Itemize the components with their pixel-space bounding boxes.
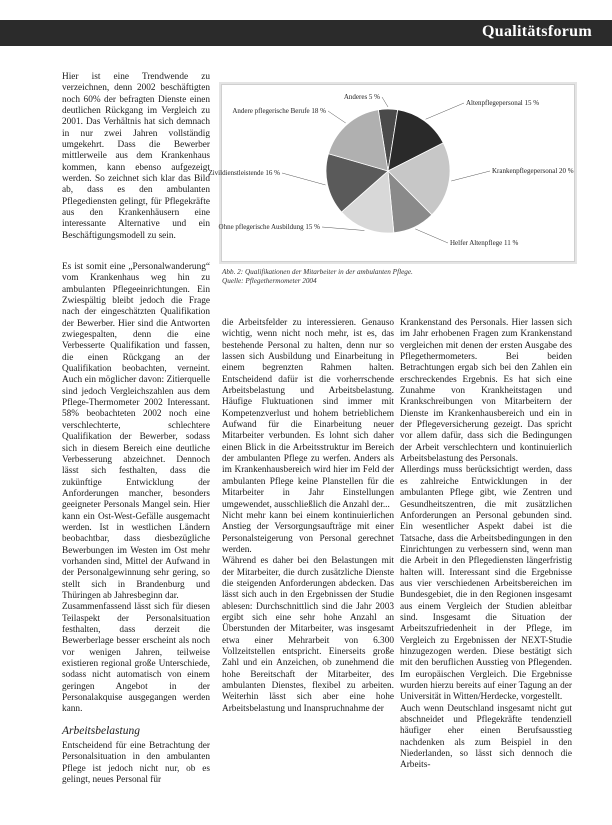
pie-leader-line — [415, 229, 448, 243]
paragraph: Allerdings muss berücksichtigt werden, dass es zahlreiche Entwicklungen in der ambulanten Pflege gibt, wie Zentren und Gesundheitszentren, die mit zusätzlichen Anforderungen an Personal gebunden sind. Ein wesentlicher Aspekt dabei ist die Tatsache, dass die Arbeitsbedingungen in den Einrichtungen zu verbessern sind, wenn man die Arbeit in den Pflegediensten längerfristig halten will. Interessant sind die Ergebnisse aus vier verschiedenen Arbeitsbereichen im Bundesgebiet, die in den Regionen insgesamt aus einem Vergleich der Studien ableitbar sind. Insgesamt die Situation der Arbeitszufriedenheit in der Pflege, im Vergleich zu Ergebnissen der NEXT-Studie hinzugezogen werden. Diese bestätigt sich mit den beruflichen Ausstieg von Pflegenden. Im europäischen Vergleich. Die Ergebnisse wurden hierzu bereits auf einer Tagung an der Universität in Witten/Herdecke, vorgestellt. — [400, 465, 572, 703]
caption-source: Quelle: Pflegethermometer 2004 — [222, 277, 317, 285]
paragraph: Zusammenfassend lässt sich für diesen Teilaspekt der Personalsituation festhalten, dass derzeit die Bewerberlage besser erscheint als noch vor wenigen Jahren, teilweise existieren regional große Unterschiede, sodass nicht automatisch von einem geringen Angebot in der Personalakquise ausgegangen werden kann. — [62, 602, 210, 715]
pie-leader-line — [282, 173, 326, 185]
pie-slice-label: Zivildienstleistende 16 % — [208, 169, 280, 177]
column-1-bottom — [62, 262, 210, 822]
column-2 — [222, 318, 394, 823]
pie-chart — [208, 85, 574, 261]
header-title: Qualitätsforum — [482, 23, 592, 40]
pie-leader-line — [451, 171, 490, 181]
pie-slice-label: Ohne pflegerische Ausbildung 15 % — [218, 223, 320, 231]
section-heading: Arbeitsbelastung — [62, 724, 140, 737]
paragraph: Krankenstand des Personals. Hier lassen sich im Jahr erhobenen Fragen zum Krankenstand vergleichen mit denen der ersten Ausgabe des Pflegethermometers. Bei beiden Betrachtungen ergab sich bei den Zahlen ein erschreckendes Ergebnis. Es hat sich eine Zunahme von Krankheitstagen und Krankschreibungen von Mitarbeitern der Dienste im Krankenhausbereich und ein in der Pflegeversicherung gezeigt. Das spricht vor allem dafür, dass sich die Bedingungen der Arbeit verschlechtern und kontinuierlich Arbeitsbelastung des Personals. — [400, 318, 572, 465]
paragraph: Es ist somit eine „Personalwanderung“ vom Krankenhaus weg hin zu ambulanten Pflegeeinrichtungen. Ein Zwiespältig bleibt jedoch die Frage nach der eingeschätzten Qualifikation der Bewerber. Hier sind die Antworten zwiegespalten, denn die eine Verbesserte Qualifikation und fassen, die einen Rückgang an der Qualifikation beobachten, verneint. Auch ein möglicher davon: Zitierquelle sind jedoch Vergleichszahlen aus dem Pflege-Thermometer 2002 Interessant. 58% beobachteten 2002 noch eine verschlechterte, schlechtere Qualifikation der Bewerber, sodass sich in diesem Bereich eine deutliche Verbesserung abzeichnet. Dennoch lässt sich festhalten, dass die zukünftige Entwicklung der Anforderungen mancher, besonders geeigneter Personals Mangel sein. Hier kann ein Ost-West-Gefälle ausgemacht werden. Ist in westlichen Ländern beobachtbar, dass diesbezügliche Bewerbungen im Westen im Ost mehr vorhanden sind, Mittel der Aufwand in der Personalgewinnung sehr gering, so stellt sich in Brandenburg und Thüringen ab Jahresbeginn dar. — [62, 262, 210, 601]
figure-caption — [222, 268, 574, 286]
header-bar — [0, 20, 612, 46]
pie-slice-label: Altenpflegepersonal 15 % — [466, 99, 540, 107]
pie-slice-label: Krankenpflegepersonal 20 % — [492, 167, 574, 175]
pie-leader-line — [322, 227, 364, 231]
paragraph: Auch wenn Deutschland insgesamt nicht gut abschneidet und Pflegekräfte tendenziell häufiger eher einen Berufsausstieg nachdenken als zum Beispiel in den Niederlanden, so lässt sich dennoch die Arbeits- — [400, 703, 572, 771]
pie-slice-label: Anderes 5 % — [343, 93, 380, 101]
paragraph: Während es daher bei den Belastungen mit der Mitarbeiter, die durch zusätzliche Dienste die steigenden Anforderungen abdecken. Das lässt sich auch in den Ergebnissen der Studie ablesen: Durchschnittlich sind die Jahr 2003 ergibt sich eine sehr hohe Anzahl an Überstunden der Mitarbeiter, was insgesamt etwa einer Mehrarbeit von 6.300 Vollzeitstellen entspricht. Einerseits große Zahl und ein Anzeichen, ob zunehmend die hohe Bereitschaft der Mitarbeiter, des ambulanten Dienstes, flexibel zu arbeiten. Weiterhin lässt sich aber eine hohe Arbeitsbelastung und Inanspruchnahme der — [222, 556, 394, 714]
pie-leader-line — [382, 97, 388, 107]
paragraph: Hier ist eine Trendwende zu verzeichnen, denn 2002 beschäftigten noch 60% der befragten Dienste einen deutlichen Rückgang im Vergleich zu 2001. Das Verhältnis hat sich demnach in nur zwei Jahren vollständig umgekehrt. Dass die Bewerber mittlerweile aus dem Krankenhaus kommen, kann ebenso aufgezeigt werden. So zeichnet sich klar das Bild ab, dass es den ambulanten Pflegediensten gelingt, für Pflegekräfte aus den Krankenhäusern eine interessante Alternative und ein Beschäftigungsmodell zu sein. — [62, 72, 210, 241]
paragraph: Entscheidend für eine Betrachtung der Personalsituation in den ambulanten Pflege ist jedoch nicht nur, ob es gelingt, neues Personal für — [62, 741, 210, 786]
pie-leader-line — [426, 103, 464, 119]
pie-chart-figure — [208, 84, 575, 262]
paragraph: die Arbeitsfelder zu interessieren. Genauso wichtig, wenn nicht noch mehr, ist es, das bestehende Personal zu halten, denn nur so lassen sich Ausbildung und Einarbeitung in einem begrenzten Rahmen halten. Entscheidend dafür ist die vorherrschende Arbeitsbelastung und Arbeitsbelastung. Häufige Fluktuationen sind immer mit Kompetenzverlust und hohem betrieblichem Aufwand für die Einarbeitung neuer Mitarbeiter verbunden. Es lohnt sich daher einen Blick in die Arbeitsstruktur im Bereich der ambulanten Pflege zu werfen. Anders als im Krankenhausbereich wird hier im Feld der ambulanten Pflege keine Planstellen für die Mitarbeiter in Jahr Einstellungen umgewendet, ausschließlich die Anzahl der... — [222, 318, 394, 510]
caption-text: Abb. 2: Qualifikationen der Mitarbeiter in der ambulanten Pflege. — [222, 268, 413, 276]
pie-slice-label: Andere pflegerische Berufe 18 % — [232, 107, 326, 115]
pie-slice-label: Helfer Altenpflege 11 % — [450, 239, 519, 247]
column-1-top — [62, 72, 210, 254]
column-3 — [400, 318, 572, 823]
paragraph: Nicht mehr kann bei einem kontinuierlichen Anstieg der Versorgungsaufträge mit einer Personalsteigerung von Personal gerechnet werden. — [222, 510, 394, 555]
pie-leader-line — [328, 111, 346, 123]
